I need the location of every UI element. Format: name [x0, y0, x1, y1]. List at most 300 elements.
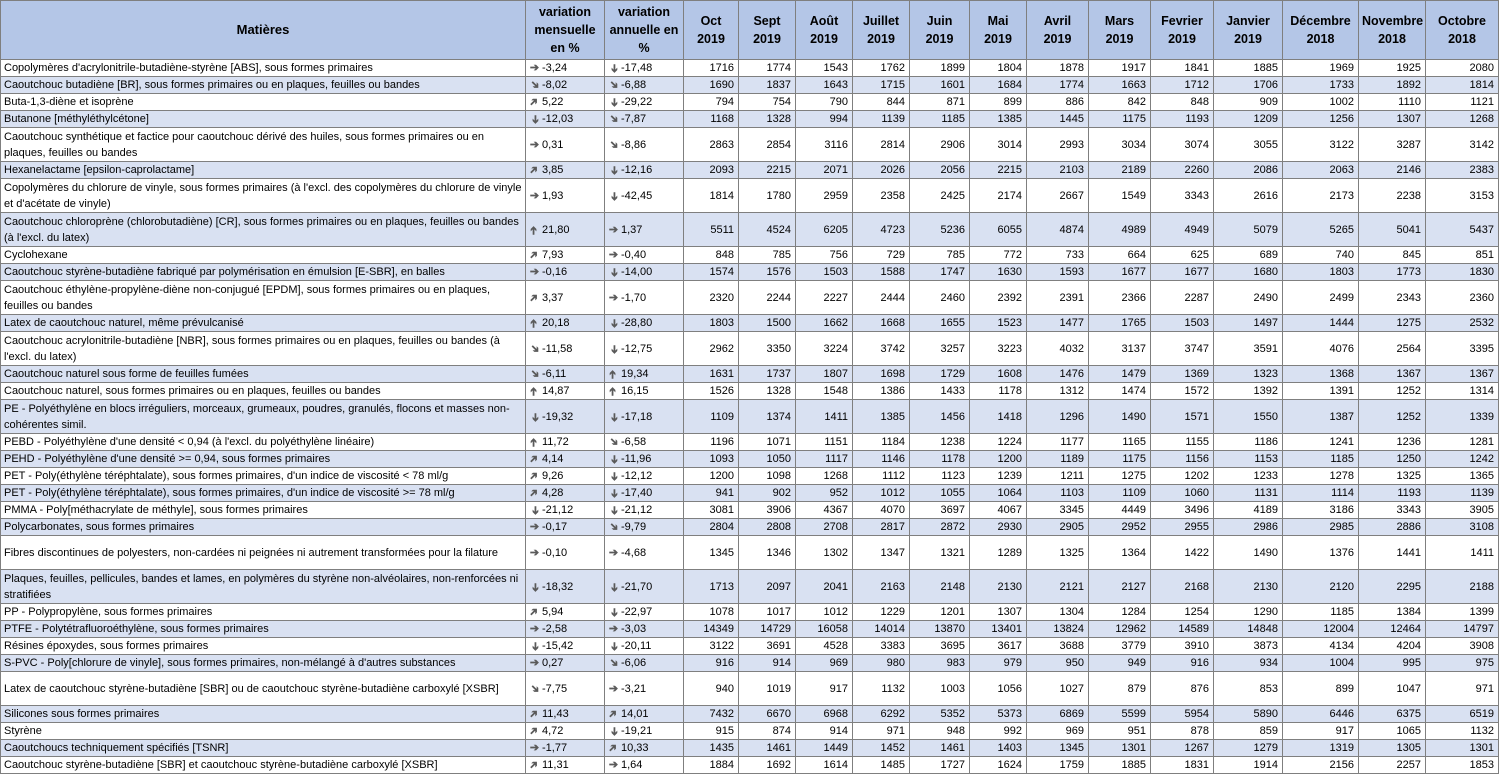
arrow-up-right-icon: ➔ [526, 94, 542, 110]
variation-mensuelle-cell [526, 672, 605, 706]
arrow-up-right-icon: ➔ [526, 468, 542, 484]
price-cell: 874 [739, 723, 796, 740]
price-cell: 740 [1283, 247, 1359, 264]
price-cell: 3695 [910, 638, 970, 655]
price-cell: 1139 [853, 111, 910, 128]
price-cell: 2863 [684, 128, 739, 162]
price-cell: 3223 [970, 332, 1027, 366]
arrow-down-right-icon: ➔ [606, 111, 622, 127]
material-name: Polycarbonates, sous formes primaires [1, 519, 526, 536]
material-name: Caoutchouc naturel, sous formes primaires ou en plaques, feuilles ou bandes [1, 383, 526, 400]
price-cell: 1323 [1214, 366, 1283, 383]
variation-mensuelle-cell [526, 485, 605, 502]
variation-mensuelle-cell [526, 451, 605, 468]
price-cell: 1804 [970, 60, 1027, 77]
price-cell: 1461 [910, 740, 970, 757]
arrow-up-right-icon: ➔ [526, 706, 542, 722]
table-row [1, 264, 1499, 281]
price-cell: 1012 [853, 485, 910, 502]
table-row [1, 315, 1499, 332]
price-cell: 980 [853, 655, 910, 672]
price-cell: 3081 [684, 502, 739, 519]
price-cell: 3691 [739, 638, 796, 655]
price-cell: 2120 [1283, 570, 1359, 604]
price-cell: 5265 [1283, 213, 1359, 247]
price-cell: 1435 [684, 740, 739, 757]
price-cell: 1479 [1089, 366, 1151, 383]
price-cell: 1175 [1089, 111, 1151, 128]
variation-mensuelle-cell [526, 366, 605, 383]
material-name: Caoutchouc butadiène [BR], sous formes primaires ou en plaques, feuilles ou bandes [1, 77, 526, 94]
price-cell: 2148 [910, 570, 970, 604]
price-cell: 1549 [1089, 179, 1151, 213]
price-cell: 879 [1089, 672, 1151, 706]
material-name: Copolymères d'acrylonitrile-butadiène-styrène [ABS], sous formes primaires [1, 60, 526, 77]
table-body [1, 60, 1499, 774]
arrow-right-icon: ➔ [608, 249, 619, 261]
price-cell: 1490 [1214, 536, 1283, 570]
price-cell: 1391 [1283, 383, 1359, 400]
price-cell: 1399 [1426, 604, 1499, 621]
price-cell: 2986 [1214, 519, 1283, 536]
price-cell: 1314 [1426, 383, 1499, 400]
arrow-down-icon: ➔ [529, 582, 541, 592]
arrow-down-icon: ➔ [608, 582, 620, 592]
price-cell: 785 [910, 247, 970, 264]
table-row [1, 162, 1499, 179]
material-name: Résines époxydes, sous formes primaires [1, 638, 526, 655]
arrow-up-icon: ➔ [607, 386, 619, 397]
arrow-down-right-icon: ➔ [527, 341, 543, 357]
arrow-down-icon: ➔ [608, 97, 620, 108]
price-cell: 844 [853, 94, 910, 111]
material-name: PEBD - Polyéthylène d'une densité < 0,94 (à l'excl. du polyéthylène linéaire) [1, 434, 526, 451]
variation-value: 4,72 [542, 725, 564, 737]
price-cell: 3153 [1426, 179, 1499, 213]
price-cell: 2174 [970, 179, 1027, 213]
price-cell: 1729 [910, 366, 970, 383]
variation-value: 14,01 [621, 708, 649, 720]
variation-mensuelle-cell [526, 400, 605, 434]
price-cell: 899 [970, 94, 1027, 111]
variation-annuelle-cell [605, 468, 684, 485]
price-cell: 14848 [1214, 621, 1283, 638]
arrow-down-icon: ➔ [529, 412, 541, 422]
price-cell: 1307 [1359, 111, 1426, 128]
variation-value: -21,12 [621, 504, 653, 516]
price-cell: 2959 [796, 179, 853, 213]
price-cell: 842 [1089, 94, 1151, 111]
material-name: Plaques, feuilles, pellicules, bandes et lames, en polymères du styrène non-alvéolaires, non-renforcées ni stratifiées [1, 570, 526, 604]
price-cell: 902 [739, 485, 796, 502]
price-cell: 1374 [739, 400, 796, 434]
header-matieres: Matières [1, 1, 526, 60]
price-cell: 756 [796, 247, 853, 264]
header-variation-mensuelle: variation mensuelle en % [526, 1, 605, 60]
price-cell: 917 [1283, 723, 1359, 740]
price-cell: 1103 [1027, 485, 1089, 502]
price-cell: 1305 [1359, 740, 1426, 757]
price-cell: 794 [684, 94, 739, 111]
price-cell: 1803 [684, 315, 739, 332]
material-name: PET - Poly(éthylène téréphtalate), sous formes primaires, d'un indice de viscosité >= 78 ml/g [1, 485, 526, 502]
price-cell: 3395 [1426, 332, 1499, 366]
variation-annuelle-cell [605, 757, 684, 774]
price-cell: 5041 [1359, 213, 1426, 247]
price-cell: 1093 [684, 451, 739, 468]
variation-value: -15,42 [542, 640, 574, 652]
price-cell: 16058 [796, 621, 853, 638]
arrow-down-icon: ➔ [608, 318, 620, 329]
price-cell: 3350 [739, 332, 796, 366]
price-cell: 1236 [1359, 434, 1426, 451]
price-cell: 1780 [739, 179, 796, 213]
price-cell: 1762 [853, 60, 910, 77]
price-cell: 2260 [1151, 162, 1214, 179]
variation-mensuelle-cell [526, 519, 605, 536]
price-cell: 1376 [1283, 536, 1359, 570]
table-row [1, 638, 1499, 655]
table-row [1, 655, 1499, 672]
table-row [1, 485, 1499, 502]
arrow-up-right-icon: ➔ [526, 290, 542, 306]
price-cell: 4076 [1283, 332, 1359, 366]
variation-annuelle-cell [605, 400, 684, 434]
price-cell: 1281 [1426, 434, 1499, 451]
price-cell: 3383 [853, 638, 910, 655]
price-cell: 909 [1214, 94, 1283, 111]
price-cell: 845 [1359, 247, 1426, 264]
price-cell: 2056 [910, 162, 970, 179]
price-cell: 1807 [796, 366, 853, 383]
price-cell: 2103 [1027, 162, 1089, 179]
price-cell: 1110 [1359, 94, 1426, 111]
price-cell: 876 [1151, 672, 1214, 706]
price-cell: 14797 [1426, 621, 1499, 638]
variation-mensuelle-cell [526, 247, 605, 264]
variation-annuelle-cell [605, 77, 684, 94]
arrow-up-icon: ➔ [607, 369, 619, 380]
price-cell: 754 [739, 94, 796, 111]
price-cell: 6055 [970, 213, 1027, 247]
price-cell: 1614 [796, 757, 853, 774]
price-cell: 2287 [1151, 281, 1214, 315]
price-cell: 3343 [1359, 502, 1426, 519]
arrow-down-icon: ➔ [608, 726, 620, 737]
price-cell: 1175 [1089, 451, 1151, 468]
price-cell: 1733 [1283, 77, 1359, 94]
material-name: Buta-1,3-diène et isoprène [1, 94, 526, 111]
price-cell: 1497 [1214, 315, 1283, 332]
price-cell: 1177 [1027, 434, 1089, 451]
price-cell: 3873 [1214, 638, 1283, 655]
price-cell: 6519 [1426, 706, 1499, 723]
variation-value: 9,26 [542, 470, 564, 482]
variation-mensuelle-cell [526, 502, 605, 519]
price-cell: 1878 [1027, 60, 1089, 77]
material-name: Caoutchouc synthétique et factice pour caoutchouc dérivé des huiles, sous formes primaires ou en plaques, feuilles ou bandes [1, 128, 526, 162]
price-cell: 1252 [1359, 383, 1426, 400]
arrow-right-icon: ➔ [529, 657, 540, 669]
price-cell: 2343 [1359, 281, 1426, 315]
price-cell: 5890 [1214, 706, 1283, 723]
price-cell: 1684 [970, 77, 1027, 94]
variation-value: 16,15 [621, 385, 649, 397]
price-cell: 2906 [910, 128, 970, 162]
material-name: Caoutchouc styrène-butadiène fabriqué par polymérisation en émulsion [E-SBR], en balles [1, 264, 526, 281]
header-month: Mai 2019 [970, 1, 1027, 60]
price-cell: 1004 [1283, 655, 1359, 672]
price-cell: 1224 [970, 434, 1027, 451]
price-cell: 1364 [1089, 536, 1151, 570]
price-cell: 1003 [910, 672, 970, 706]
price-cell: 1321 [910, 536, 970, 570]
variation-annuelle-cell [605, 247, 684, 264]
price-cell: 941 [684, 485, 739, 502]
table-row [1, 672, 1499, 706]
variation-value: -3,03 [621, 623, 647, 635]
price-cell: 1830 [1426, 264, 1499, 281]
price-cell: 2227 [796, 281, 853, 315]
price-cell: 1369 [1151, 366, 1214, 383]
header-month: Octobre 2018 [1426, 1, 1499, 60]
price-cell: 1386 [853, 383, 910, 400]
price-cell: 979 [970, 655, 1027, 672]
price-cell: 916 [1151, 655, 1214, 672]
price-cell: 1002 [1283, 94, 1359, 111]
variation-value: -29,22 [621, 96, 653, 108]
table-row [1, 366, 1499, 383]
price-cell: 13870 [910, 621, 970, 638]
variation-value: -7,75 [542, 682, 568, 695]
price-cell: 625 [1151, 247, 1214, 264]
price-cell: 1853 [1426, 757, 1499, 774]
price-cell: 1550 [1214, 400, 1283, 434]
price-cell: 4067 [970, 502, 1027, 519]
arrow-right-icon: ➔ [608, 223, 619, 236]
material-name: PE - Polyéthylène en blocs irréguliers, morceaux, grumeaux, poudres, granulés, flocons et masses non-cohérentes simil. [1, 400, 526, 434]
arrow-down-icon: ➔ [608, 641, 620, 652]
price-cell: 6670 [739, 706, 796, 723]
arrow-down-right-icon: ➔ [606, 519, 622, 535]
price-cell: 2295 [1359, 570, 1426, 604]
table-row [1, 723, 1499, 740]
price-cell: 1242 [1426, 451, 1499, 468]
price-cell: 1339 [1426, 400, 1499, 434]
price-cell: 1914 [1214, 757, 1283, 774]
price-cell: 1065 [1359, 723, 1426, 740]
price-cell: 1279 [1214, 740, 1283, 757]
price-cell: 2080 [1426, 60, 1499, 77]
price-cell: 5352 [910, 706, 970, 723]
price-cell: 1392 [1214, 383, 1283, 400]
price-cell: 1275 [1359, 315, 1426, 332]
price-cell: 1209 [1214, 111, 1283, 128]
header-month: Sept 2019 [739, 1, 796, 60]
variation-mensuelle-cell [526, 757, 605, 774]
arrow-up-icon: ➔ [528, 437, 540, 448]
variation-annuelle-cell [605, 332, 684, 366]
price-cell: 1500 [739, 315, 796, 332]
variation-annuelle-cell [605, 162, 684, 179]
price-cell: 2616 [1214, 179, 1283, 213]
arrow-down-icon: ➔ [608, 63, 620, 74]
price-cell: 3496 [1151, 502, 1214, 519]
variation-mensuelle-cell [526, 281, 605, 315]
price-cell: 1631 [684, 366, 739, 383]
price-cell: 2955 [1151, 519, 1214, 536]
price-cell: 3908 [1426, 638, 1499, 655]
price-cell: 1241 [1283, 434, 1359, 451]
price-cell: 848 [684, 247, 739, 264]
price-cell: 3137 [1089, 332, 1151, 366]
table-row [1, 570, 1499, 604]
arrow-down-right-icon: ➔ [606, 77, 622, 93]
arrow-down-icon: ➔ [608, 191, 620, 201]
variation-mensuelle-cell [526, 94, 605, 111]
price-cell: 1233 [1214, 468, 1283, 485]
price-cell: 1250 [1359, 451, 1426, 468]
price-cell: 2391 [1027, 281, 1089, 315]
material-name: Butanone [méthyléthylcétone] [1, 111, 526, 128]
variation-value: 11,72 [542, 436, 569, 448]
variation-value: 0,27 [542, 657, 564, 669]
price-cell: 3034 [1089, 128, 1151, 162]
price-cell: 2383 [1426, 162, 1499, 179]
table-row [1, 740, 1499, 757]
price-cell: 1185 [1283, 604, 1359, 621]
variation-annuelle-cell [605, 570, 684, 604]
price-cell: 2952 [1089, 519, 1151, 536]
price-cell: 2360 [1426, 281, 1499, 315]
price-cell: 1601 [910, 77, 970, 94]
price-cell: 2460 [910, 281, 970, 315]
variation-value: 7,93 [542, 249, 564, 261]
price-cell: 2564 [1359, 332, 1426, 366]
arrow-down-right-icon: ➔ [606, 655, 622, 671]
variation-mensuelle-cell [526, 77, 605, 94]
price-cell: 914 [739, 655, 796, 672]
arrow-right-icon: ➔ [529, 266, 540, 278]
price-cell: 1346 [739, 536, 796, 570]
table-row [1, 434, 1499, 451]
price-cell: 914 [796, 723, 853, 740]
price-cell: 1178 [970, 383, 1027, 400]
price-cell: 1774 [739, 60, 796, 77]
price-cell: 1168 [684, 111, 739, 128]
variation-mensuelle-cell [526, 468, 605, 485]
variation-value: -0,10 [542, 546, 568, 559]
arrow-up-right-icon: ➔ [526, 162, 542, 178]
price-cell: 4449 [1089, 502, 1151, 519]
variation-value: 11,43 [542, 708, 569, 720]
price-cell: 1114 [1283, 485, 1359, 502]
table-row [1, 400, 1499, 434]
price-cell: 2168 [1151, 570, 1214, 604]
material-name: Latex de caoutchouc styrène-butadiène [SBR] ou de caoutchouc styrène-butadiène carboxylé [XSBR] [1, 672, 526, 706]
price-cell: 3742 [853, 332, 910, 366]
price-cell: 4949 [1151, 213, 1214, 247]
price-cell: 4189 [1214, 502, 1283, 519]
price-cell: 1643 [796, 77, 853, 94]
arrow-up-right-icon: ➔ [526, 757, 542, 773]
price-cell: 5373 [970, 706, 1027, 723]
price-cell: 3122 [684, 638, 739, 655]
arrow-down-icon: ➔ [608, 607, 620, 618]
price-cell: 1387 [1283, 400, 1359, 434]
price-cell: 1444 [1283, 315, 1359, 332]
price-cell: 1774 [1027, 77, 1089, 94]
variation-mensuelle-cell [526, 264, 605, 281]
variation-value: -19,21 [621, 725, 653, 737]
price-cell: 1477 [1027, 315, 1089, 332]
price-cell: 1456 [910, 400, 970, 434]
variation-value: 0,31 [542, 138, 564, 151]
variation-mensuelle-cell [526, 383, 605, 400]
price-cell: 1713 [684, 570, 739, 604]
variation-value: -8,86 [621, 138, 647, 151]
price-cell: 2708 [796, 519, 853, 536]
price-cell: 1608 [970, 366, 1027, 383]
price-cell: 3074 [1151, 128, 1214, 162]
price-cell: 2215 [739, 162, 796, 179]
variation-mensuelle-cell [526, 740, 605, 757]
price-cell: 1503 [1151, 315, 1214, 332]
price-cell: 1885 [1214, 60, 1283, 77]
price-cell: 3747 [1151, 332, 1214, 366]
price-cell: 1367 [1359, 366, 1426, 383]
price-cell: 5599 [1089, 706, 1151, 723]
price-cell: 1319 [1283, 740, 1359, 757]
price-cell: 4874 [1027, 213, 1089, 247]
price-cell: 1345 [1027, 740, 1089, 757]
price-cell: 1098 [739, 468, 796, 485]
price-cell: 1441 [1359, 536, 1426, 570]
price-cell: 14349 [684, 621, 739, 638]
price-cell: 1121 [1426, 94, 1499, 111]
price-cell: 1668 [853, 315, 910, 332]
price-cell: 4070 [853, 502, 910, 519]
price-cell: 1055 [910, 485, 970, 502]
arrow-down-icon: ➔ [608, 344, 620, 354]
arrow-down-right-icon: ➔ [527, 77, 543, 93]
price-cell: 2872 [910, 519, 970, 536]
price-cell: 948 [910, 723, 970, 740]
price-cell: 1716 [684, 60, 739, 77]
price-cell: 1256 [1283, 111, 1359, 128]
price-cell: 1328 [739, 383, 796, 400]
header-month: Fevrier 2019 [1151, 1, 1214, 60]
price-cell: 2130 [970, 570, 1027, 604]
price-cell: 2163 [853, 570, 910, 604]
arrow-up-icon: ➔ [528, 318, 540, 329]
variation-value: -42,45 [621, 189, 653, 202]
price-cell: 1112 [853, 468, 910, 485]
variation-value: 1,93 [542, 189, 564, 202]
arrow-right-icon: ➔ [529, 546, 540, 559]
price-cell: 790 [796, 94, 853, 111]
price-cell: 3116 [796, 128, 853, 162]
price-cell: 1153 [1214, 451, 1283, 468]
price-cell: 1630 [970, 264, 1027, 281]
price-cell: 1200 [970, 451, 1027, 468]
price-cell: 1747 [910, 264, 970, 281]
price-cell: 1593 [1027, 264, 1089, 281]
price-cell: 848 [1151, 94, 1214, 111]
price-cell: 3343 [1151, 179, 1214, 213]
arrow-down-icon: ➔ [608, 505, 620, 516]
variation-annuelle-cell [605, 128, 684, 162]
